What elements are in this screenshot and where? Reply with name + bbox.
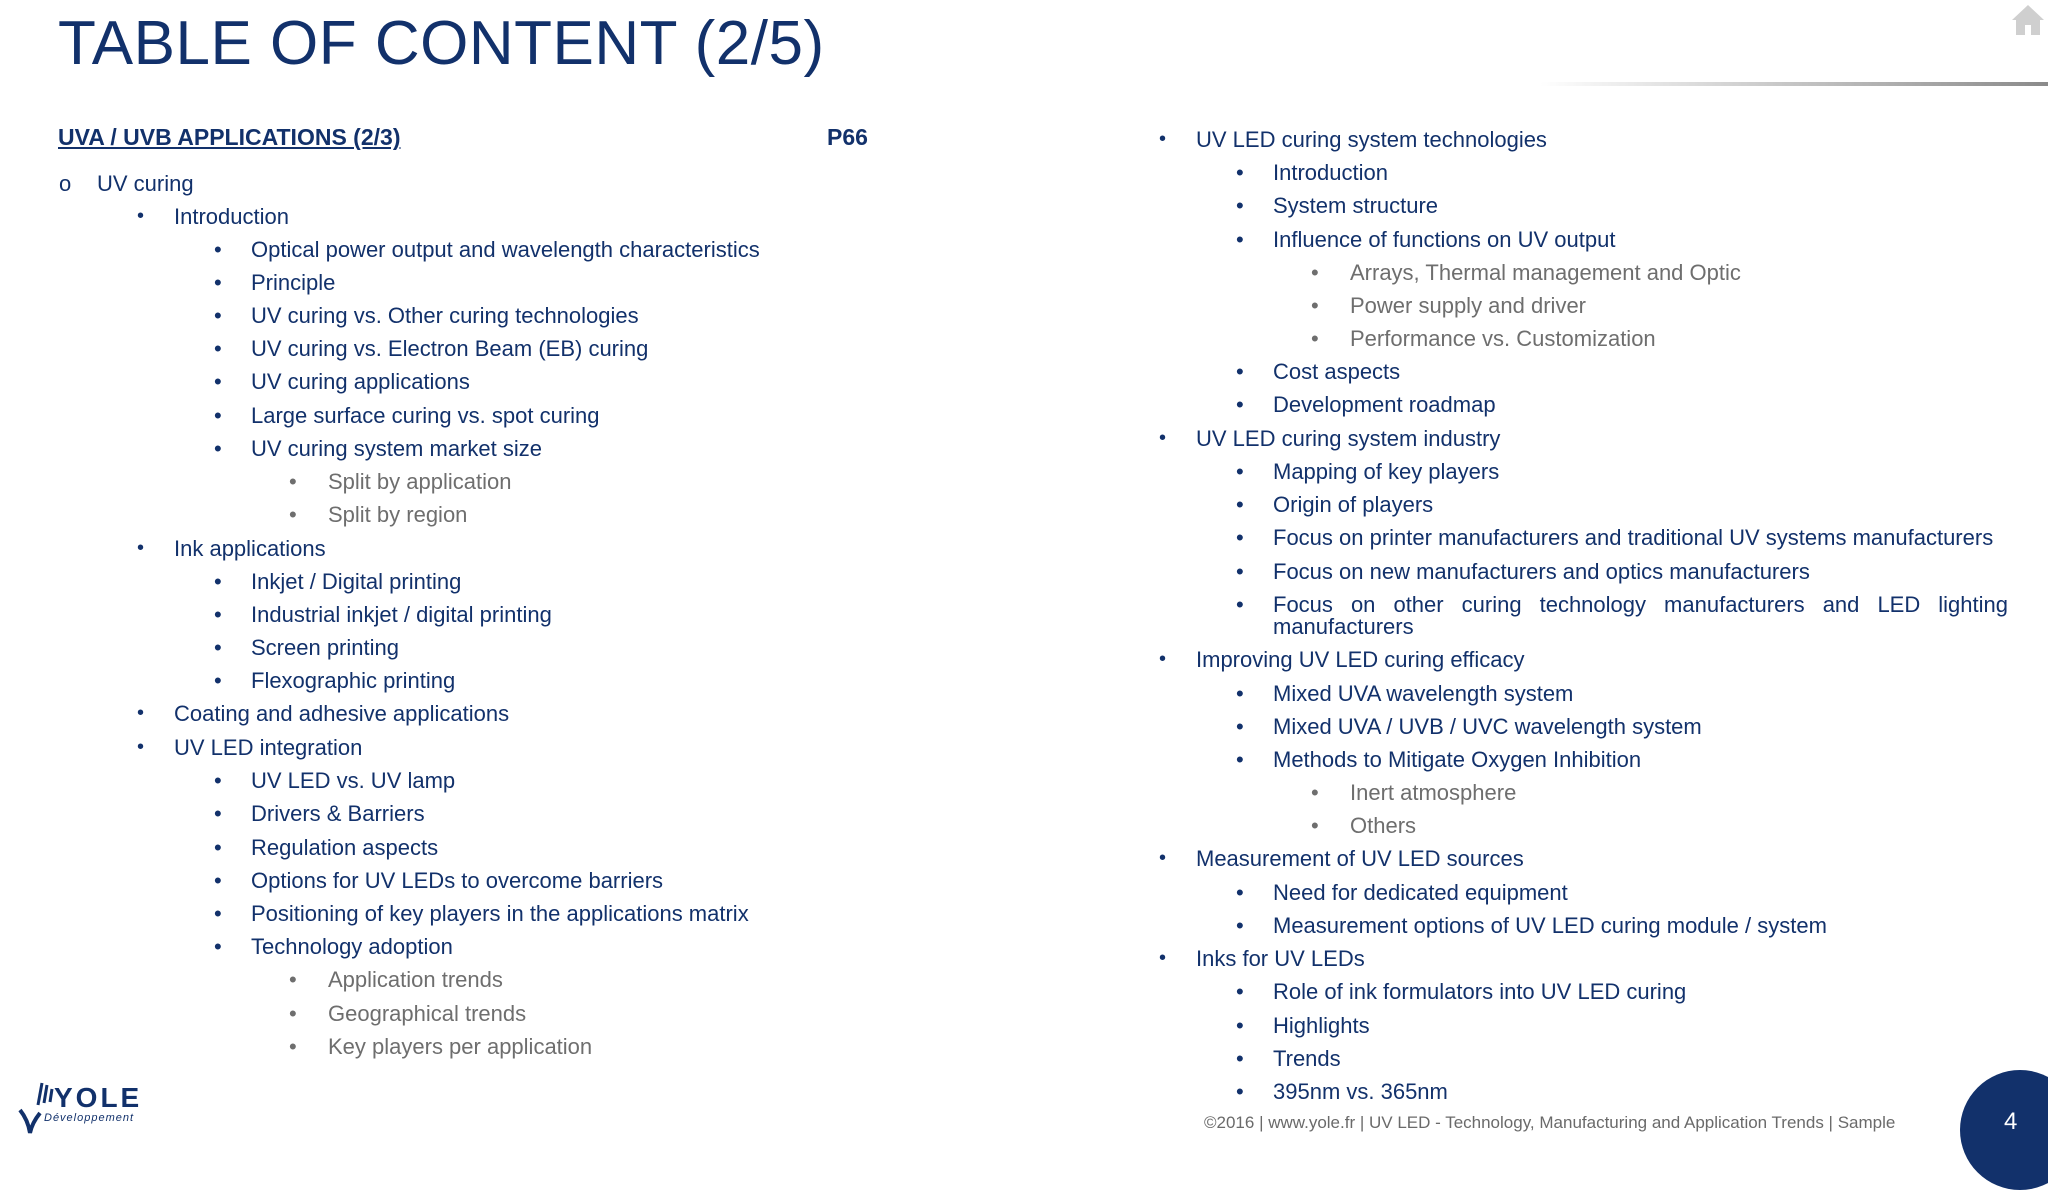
bullet-dot: • [1311,813,1319,838]
bullet-dot: • [214,237,222,262]
toc-item[interactable]: o UV curing [97,167,194,200]
toc-item[interactable]: • UV curing vs. Electron Beam (EB) curing [251,332,648,365]
bullet-dot: • [214,270,222,295]
bullet-dot: • [1236,1046,1244,1071]
toc-item[interactable]: • Split by application [328,465,511,498]
toc-item[interactable]: • Split by region [328,498,467,531]
bullet-dot: • [214,403,222,428]
toc-item[interactable]: • Development roadmap [1273,388,1496,421]
toc-item[interactable]: • Options for UV LEDs to overcome barriers [251,864,663,897]
toc-item[interactable]: • Industrial inkjet / digital printing [251,598,552,631]
bullet-dot: • [137,702,145,724]
bullet-dot: • [214,369,222,394]
bullet-dot: • [214,303,222,328]
bullet-dot: • [214,569,222,594]
toc-item[interactable]: • Mixed UVA / UVB / UVC wavelength system [1273,710,1702,743]
bullet-dot: • [1236,1013,1244,1038]
bullet-dot: • [1236,525,1244,550]
toc-item[interactable]: • Need for dedicated equipment [1273,876,1568,909]
toc-item[interactable]: • Role of ink formulators into UV LED curing [1273,975,1686,1008]
bullet-dot: • [1236,193,1244,218]
yole-logo[interactable] [16,1075,156,1140]
bullet-dot: • [1236,359,1244,384]
bullet-dot: • [1311,780,1319,805]
slide-title: TABLE OF CONTENT (2/5) [58,9,825,78]
bullet-dot: • [289,1001,297,1026]
bullet-dot: • [1236,227,1244,252]
toc-item[interactable]: • Drivers & Barriers [251,797,425,830]
toc-item[interactable]: • Introduction [1273,156,1388,189]
toc-item[interactable]: • Highlights [1273,1009,1370,1042]
toc-item[interactable]: • UV LED integration [174,731,362,764]
circle-bullet: o [59,171,72,196]
bullet-dot: • [137,205,145,227]
toc-item[interactable]: • Coating and adhesive applications [174,697,509,730]
toc-item[interactable]: • Introduction [174,200,289,233]
toc-item[interactable]: • UV curing system market size [251,432,542,465]
bullet-dot: • [1159,128,1167,150]
toc-item[interactable]: • Others [1350,809,1416,842]
bullet-dot: • [289,967,297,992]
toc-item[interactable]: • UV curing vs. Other curing technologies [251,299,639,332]
toc-item[interactable]: • Inkjet / Digital printing [251,565,461,598]
bullet-dot: • [214,336,222,361]
toc-item[interactable]: • Screen printing [251,631,399,664]
toc-item[interactable]: • UV LED curing system technologies [1196,123,1547,156]
page-reference: P66 [827,124,868,150]
footer-text: ©2016 | www.yole.fr | UV LED - Technology, Manufacturing and Application Trends | Sample [1204,1113,1896,1132]
bullet-dot: • [214,934,222,959]
bullet-dot: • [289,1034,297,1059]
toc-item[interactable]: • Measurement of UV LED sources [1196,842,1524,875]
header-divider [1540,82,2048,86]
toc-item[interactable]: • UV LED curing system industry [1196,422,1500,455]
toc-item[interactable]: • Influence of functions on UV output [1273,223,1615,256]
toc-item[interactable]: • Focus on other curing technology manufacturers and LED lighting manufacturers [1236,592,2008,639]
bullet-dot: • [1236,1079,1244,1104]
bullet-dot: • [214,602,222,627]
section-heading[interactable]: UVA / UVB APPLICATIONS (2/3) [58,124,401,150]
bullet-dot: • [214,901,222,926]
bullet-dot: • [289,502,297,527]
bullet-dot: • [214,668,222,693]
toc-item[interactable]: • Application trends [328,963,503,996]
bullet-dot: • [214,801,222,826]
toc-item[interactable]: • Power supply and driver [1350,289,1586,322]
toc-item[interactable]: • Ink applications [174,532,326,565]
bullet-dot: • [214,835,222,860]
toc-item[interactable]: • UV LED vs. UV lamp [251,764,455,797]
bullet-dot: • [1236,681,1244,706]
bullet-dot: • [137,736,145,758]
bullet-dot: • [1236,559,1244,584]
toc-item[interactable]: • Focus on printer manufacturers and traditional UV systems manufacturers [1273,521,1993,554]
toc-item[interactable]: • Trends [1273,1042,1341,1075]
bullet-dot: • [1311,326,1319,351]
bullet-dot: • [1159,947,1167,969]
bullet-dot: • [1236,392,1244,417]
toc-item[interactable]: • Large surface curing vs. spot curing [251,399,600,432]
toc-item[interactable]: • Arrays, Thermal management and Optic [1350,256,1741,289]
bullet-dot: • [1236,492,1244,517]
bullet-dot: • [214,868,222,893]
toc-item[interactable]: • Inks for UV LEDs [1196,942,1365,975]
toc-item[interactable]: • Mixed UVA wavelength system [1273,677,1573,710]
bullet-dot: • [1236,979,1244,1004]
bullet-dot: • [137,537,145,559]
toc-item[interactable]: • Positioning of key players in the applications matrix [251,897,749,930]
toc-item[interactable]: • UV curing applications [251,365,470,398]
bullet-dot: • [1236,913,1244,938]
toc-item[interactable]: • Flexographic printing [251,664,455,697]
toc-item[interactable]: • Geographical trends [328,997,526,1030]
bullet-dot: • [1159,648,1167,670]
bullet-dot: • [1236,880,1244,905]
bullet-dot: • [1236,592,1244,617]
page-number: 4 [2004,1108,2018,1135]
toc-item[interactable]: • Principle [251,266,335,299]
logo-brand: YOLE [54,1082,143,1113]
toc-item[interactable]: • Regulation aspects [251,831,438,864]
bullet-dot: • [1236,459,1244,484]
bullet-dot: • [214,436,222,461]
bullet-dot: • [214,768,222,793]
toc-item[interactable]: • Origin of players [1273,488,1433,521]
bullet-dot: • [1159,847,1167,869]
logo-sub: Développement [44,1112,135,1124]
bullet-dot: • [1311,260,1319,285]
toc-item[interactable]: • 395nm vs. 365nm [1273,1075,1448,1108]
toc-item[interactable]: • Key players per application [328,1030,592,1063]
bullet-dot: • [1236,160,1244,185]
toc-item[interactable]: • Measurement options of UV LED curing module / system [1273,909,1827,942]
bullet-dot: • [1236,714,1244,739]
bullet-dot: • [1236,747,1244,772]
bullet-dot: • [289,469,297,494]
toc-item[interactable]: • Improving UV LED curing efficacy [1196,643,1525,676]
home-icon[interactable] [2010,2,2046,38]
toc-item[interactable]: • Mapping of key players [1273,455,1499,488]
toc-item[interactable]: • Cost aspects [1273,355,1400,388]
toc-item[interactable]: • Performance vs. Customization [1350,322,1656,355]
toc-item[interactable]: • Methods to Mitigate Oxygen Inhibition [1273,743,1641,776]
toc-item[interactable]: • Inert atmosphere [1350,776,1516,809]
toc-item[interactable]: • System structure [1273,189,1438,222]
bullet-dot: • [1311,293,1319,318]
toc-item[interactable]: • Technology adoption [251,930,453,963]
bullet-dot: • [214,635,222,660]
toc-item[interactable]: • Optical power output and wavelength characteristics [251,233,760,266]
bullet-dot: • [1159,427,1167,449]
toc-item[interactable]: • Focus on new manufacturers and optics manufacturers [1273,555,1810,588]
